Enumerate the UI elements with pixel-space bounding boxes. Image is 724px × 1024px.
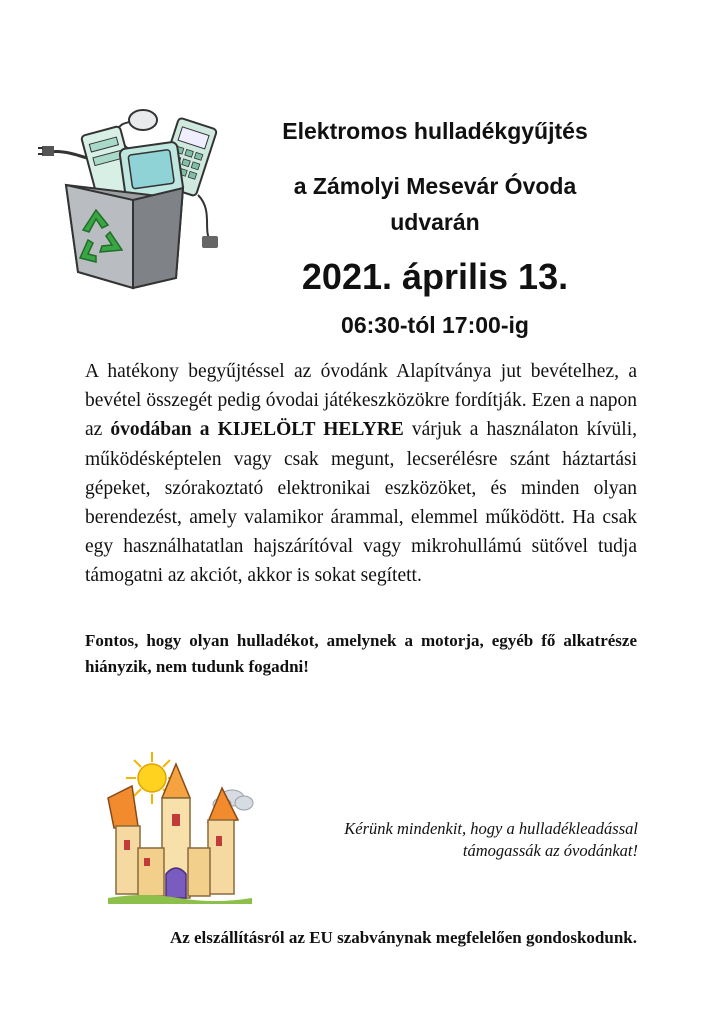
footer-note: Az elszállításról az EU szabványnak megfelelően gondoskodunk. (169, 928, 637, 947)
event-location-line2: udvarán (390, 209, 480, 235)
event-date: 2021. április 13. (301, 256, 569, 297)
body-text-part1: A hatékony begyűjtéssel az óvodánk Alapítványa jut bevételhez, a bevétel összegét pedig óvodai játékeszközökre fordítják. Ezen a napon az (85, 361, 637, 441)
event-location-line1: a Zámolyi Mesevár Óvoda (293, 173, 577, 199)
event-time: 06:30-tól 17:00-ig (341, 312, 529, 338)
fairytale-castle-sun-icon (104, 748, 254, 904)
recycling-bin-electronics-icon (38, 100, 228, 290)
body-paragraph (85, 357, 637, 591)
closing-request (270, 818, 638, 862)
important-notice: Fontos, hogy olyan hulladékot, amelynek a motorja, egyéb fő alkatrésze hiányzik, nem tudunk fogadni! (85, 631, 637, 676)
event-location (235, 168, 635, 240)
closing-line1: Kérünk mindenkit, hogy a hulladékleadással (344, 819, 638, 838)
closing-line2: támogassák az óvodánkat! (462, 841, 638, 860)
body-emphasis: óvodában a KIJELÖLT HELYRE (110, 419, 404, 441)
event-title: Elektromos hulladékgyűjtés (282, 118, 588, 144)
body-text-part2: várjuk a használaton kívüli, működésképtelen vagy csak megunt, lecserélésre szánt háztartási gépeket, szórakoztató elektronikai eszközöket, és minden olyan berendezést, amely valamikor árammal, elemmel működött. Ha csak egy használhatatlan hajszárítóval vagy mikrohullámú sütővel tudja támogatni az akciót, akkor is sokat segített. (85, 419, 637, 587)
